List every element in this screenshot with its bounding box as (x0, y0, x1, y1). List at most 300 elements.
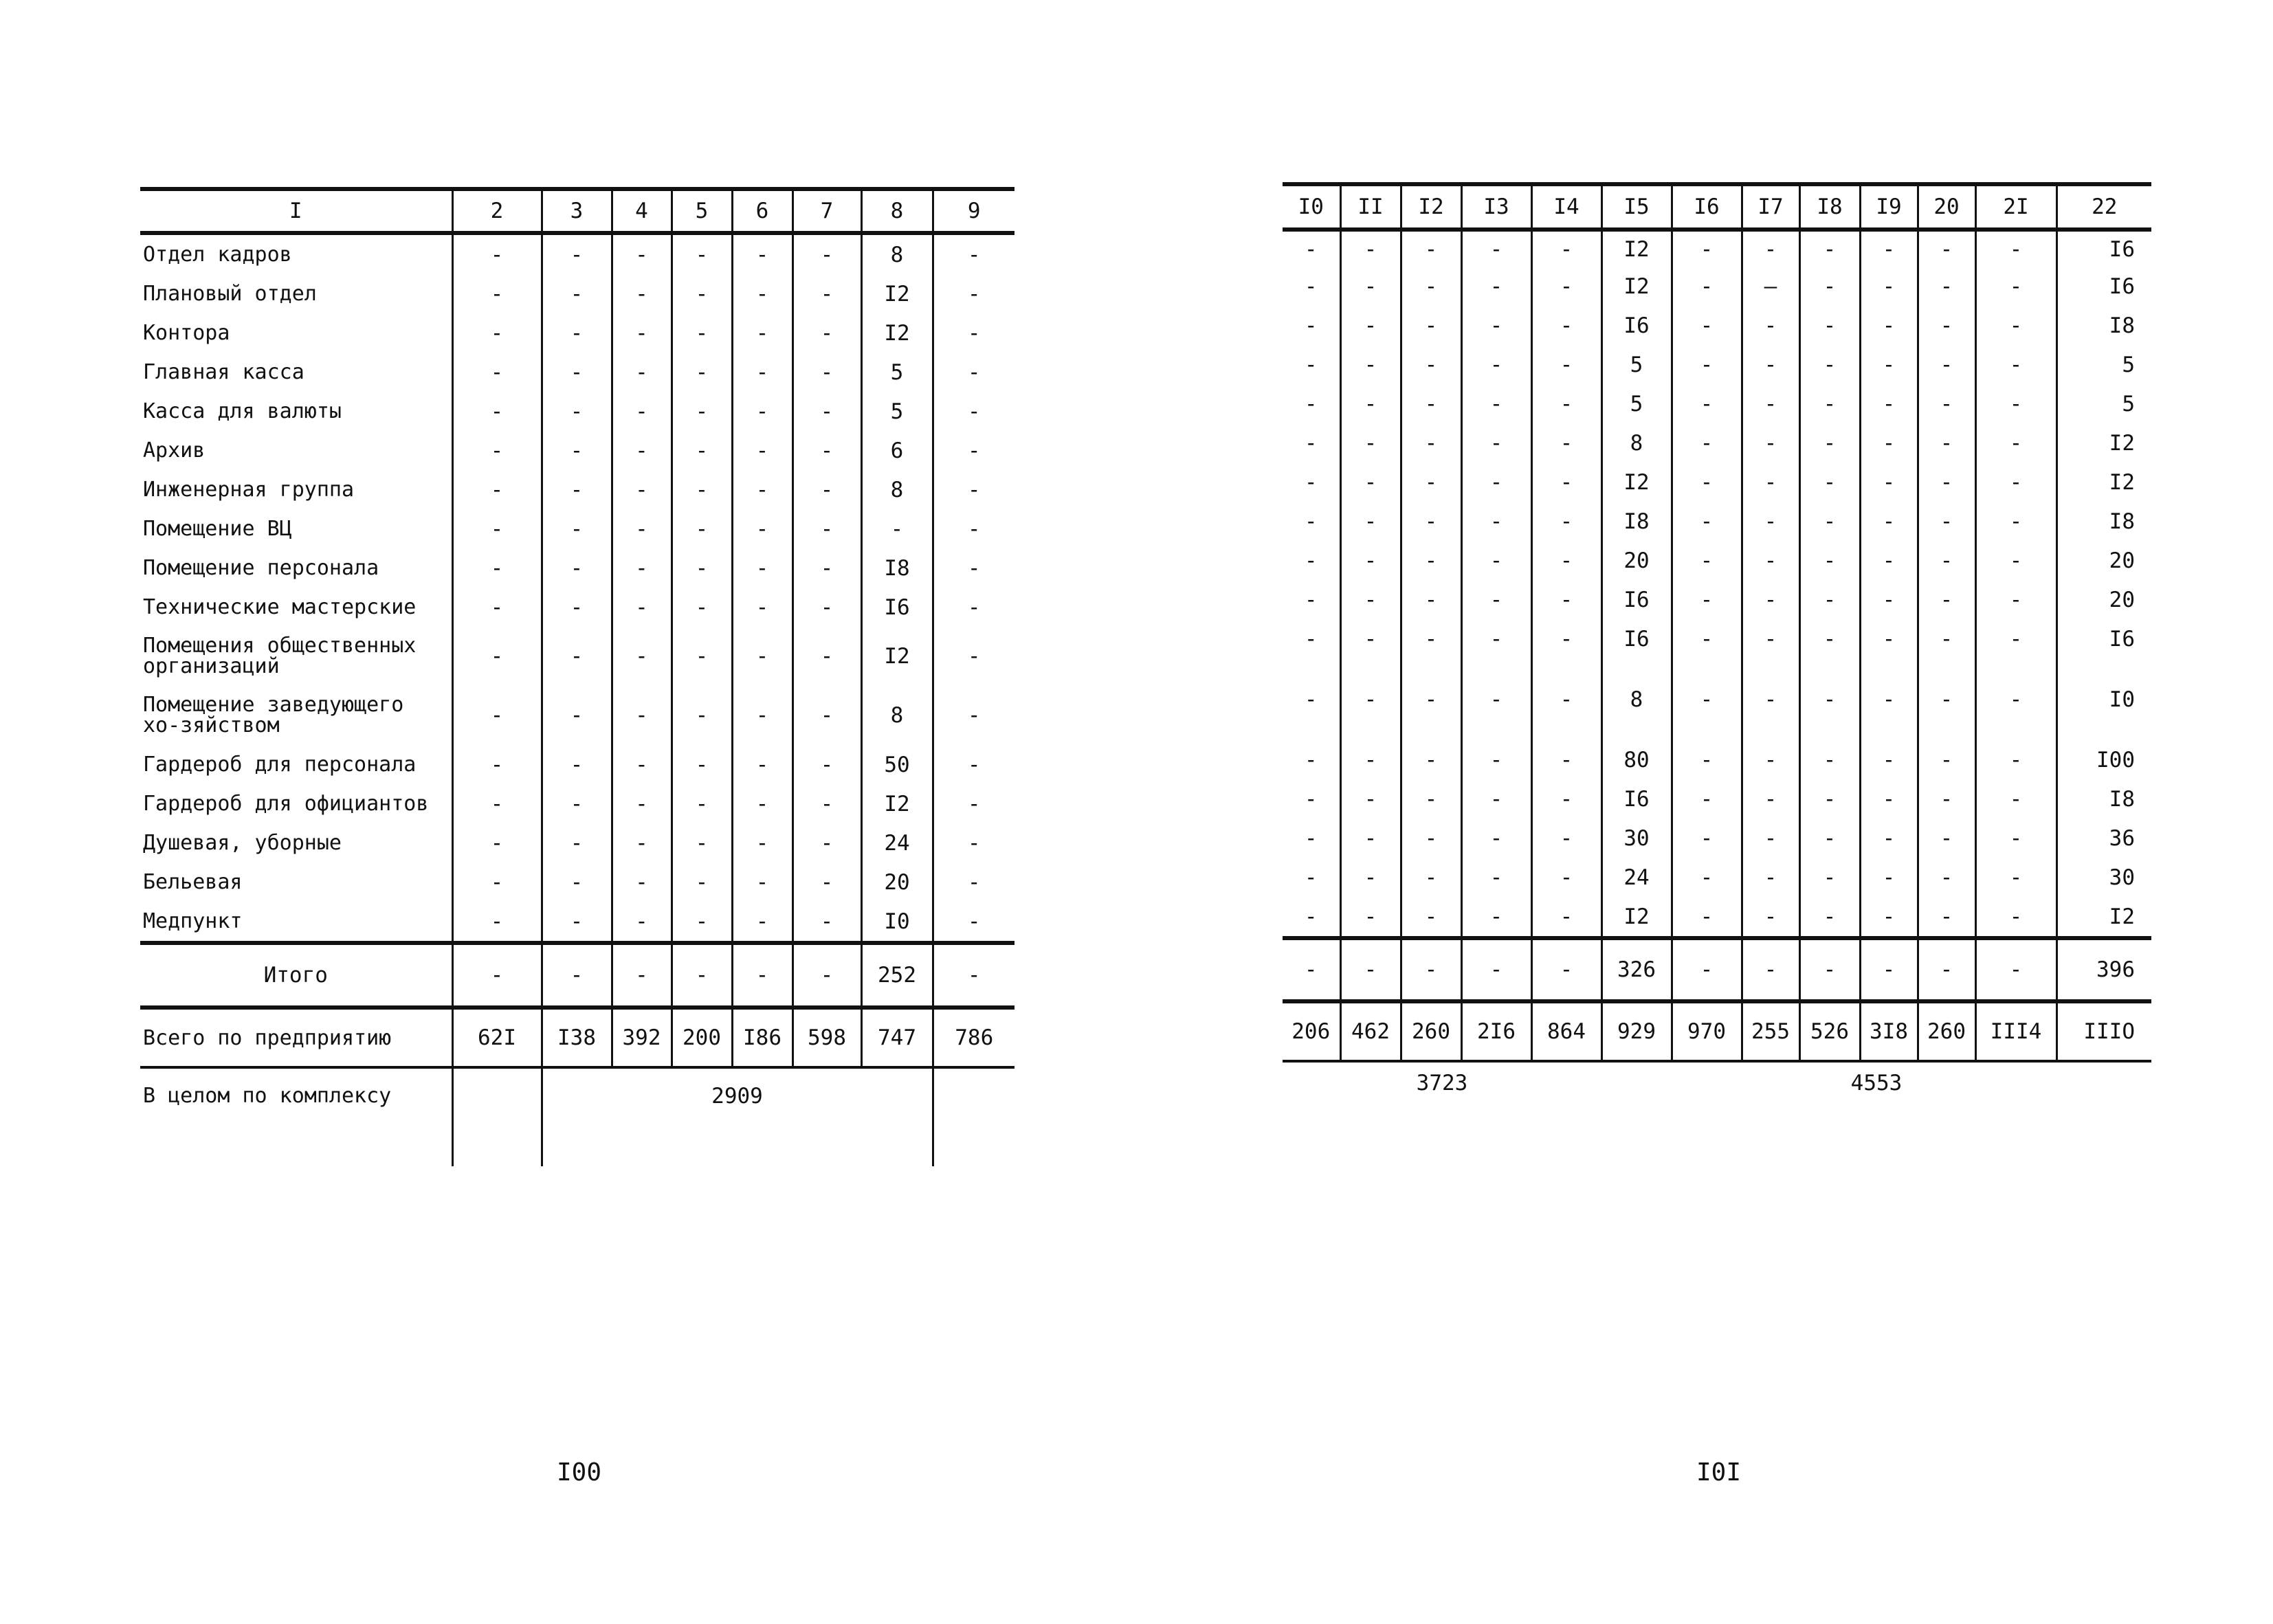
table-cell: - (1401, 621, 1461, 682)
total-cell: - (933, 943, 1014, 1008)
table-cell: - (1531, 543, 1601, 582)
row-label: Бельевая (143, 870, 243, 894)
total-cell: - (452, 943, 542, 1008)
table-cell: - (933, 470, 1014, 509)
table-cell: - (1975, 899, 2056, 938)
table-cell: - (933, 509, 1014, 548)
table-cell: - (792, 233, 861, 274)
table-cell: - (1918, 347, 1975, 386)
table-cell: - (732, 392, 792, 431)
table-cell: - (1461, 621, 1531, 682)
table-cell: 24 (861, 823, 933, 863)
table-row (140, 509, 1014, 548)
table-cell: 50 (861, 745, 933, 784)
table-row (140, 274, 1014, 313)
table-cell: - (933, 686, 1014, 745)
table-cell: - (542, 392, 612, 431)
table-cell: - (732, 431, 792, 470)
table-cell: I8 (2056, 308, 2151, 347)
row-label: Главная касса (143, 360, 304, 384)
table-cell: - (1304, 787, 1318, 812)
table-cell: - (1340, 465, 1401, 504)
table-cell: - (933, 431, 1014, 470)
table-cell: - (1401, 781, 1461, 821)
table-cell: - (672, 274, 732, 313)
table-cell: 5 (1601, 386, 1672, 425)
table-cell: - (1860, 582, 1918, 621)
row-label: Плановый отдел (143, 282, 317, 306)
table-cell: - (732, 274, 792, 313)
table-cell: - (1304, 687, 1318, 712)
table-cell: I2 (2056, 465, 2151, 504)
table-cell: - (1531, 269, 1601, 308)
table-cell: - (1918, 682, 1975, 742)
table-cell: I2 (1601, 465, 1672, 504)
table-cell: - (732, 686, 792, 745)
table-cell: I6 (2056, 230, 2151, 269)
table-row (1283, 582, 2151, 621)
table-row (1283, 821, 2151, 860)
table-cell: - (1975, 860, 2056, 899)
table-cell: - (1304, 274, 1318, 299)
table-cell: - (452, 353, 542, 392)
table-cell: - (1975, 230, 2056, 269)
table-row (1283, 504, 2151, 543)
table-cell: - (792, 431, 861, 470)
table-cell: - (1672, 269, 1742, 308)
table-cell: - (1975, 308, 2056, 347)
table-cell: - (542, 784, 612, 823)
table-cell: - (672, 784, 732, 823)
table-row (140, 823, 1014, 863)
table-cell: - (612, 627, 672, 686)
enterprise-cell: 462 (1340, 1001, 1401, 1061)
table-cell: - (1975, 425, 2056, 465)
table-cell: - (452, 548, 542, 588)
table-cell: - (1461, 860, 1531, 899)
table-cell: - (1918, 543, 1975, 582)
table-cell: - (612, 353, 672, 392)
row-label: Помещения общественных организаций (143, 634, 417, 678)
total-cell: 252 (861, 943, 933, 1008)
table-cell: - (1799, 465, 1860, 504)
table-cell: - (1531, 386, 1601, 425)
table-cell: - (1975, 543, 2056, 582)
table-cell: - (1742, 230, 1799, 269)
table-cell: I2 (861, 784, 933, 823)
table-cell: - (1304, 313, 1318, 338)
table-cell: - (1975, 621, 2056, 682)
table-cell: - (542, 274, 612, 313)
blank-cell (933, 1067, 1014, 1166)
table-cell: - (452, 509, 542, 548)
table-row (140, 431, 1014, 470)
table-row (140, 588, 1014, 627)
table-cell: I2 (861, 627, 933, 686)
complex-value: 3723 (1416, 1071, 1468, 1095)
table-cell: - (1672, 465, 1742, 504)
table-cell: - (1742, 860, 1799, 899)
enterprise-cell: 970 (1672, 1001, 1742, 1061)
table-cell: - (612, 863, 672, 902)
table-cell: I0 (861, 902, 933, 943)
table-cell: 5 (861, 392, 933, 431)
header-row (1283, 184, 2151, 230)
table-row (1283, 347, 2151, 386)
table-cell: - (732, 470, 792, 509)
table-cell: I2 (861, 274, 933, 313)
table-cell: - (933, 902, 1014, 943)
table-cell: 6 (861, 431, 933, 470)
table-cell: - (1799, 504, 1860, 543)
table-row (1283, 781, 2151, 821)
table-cell: - (1672, 821, 1742, 860)
table-cell: - (1401, 465, 1461, 504)
table-cell: - (933, 274, 1014, 313)
table-cell: - (1304, 353, 1318, 377)
table-row (1283, 230, 2151, 269)
table-cell: - (452, 686, 542, 745)
table-cell: 30 (2056, 860, 2151, 899)
table-cell: - (1401, 230, 1461, 269)
table-cell: - (1975, 465, 2056, 504)
row-label: Душевая, уборные (143, 831, 342, 855)
table-cell: - (1918, 582, 1975, 621)
table-cell: - (861, 509, 933, 548)
table-cell: I6 (2056, 269, 2151, 308)
total-cell: - (1531, 938, 1601, 1001)
column-header: I7 (1742, 184, 1799, 230)
table-cell: I6 (2056, 621, 2151, 682)
table-cell: - (672, 313, 732, 353)
table-cell: - (1401, 582, 1461, 621)
table-cell: - (1340, 899, 1401, 938)
total-row (140, 943, 1014, 1008)
table-cell: - (1531, 682, 1601, 742)
table-cell: - (1531, 742, 1601, 781)
table-cell: - (1531, 465, 1601, 504)
column-header: 6 (732, 189, 792, 233)
column-header: 5 (672, 189, 732, 233)
column-header: 20 (1918, 184, 1975, 230)
table-cell: - (612, 431, 672, 470)
table-cell: - (1799, 860, 1860, 899)
table-cell: - (1672, 682, 1742, 742)
table-cell: - (792, 823, 861, 863)
table-row (140, 313, 1014, 353)
table-cell: I2 (1601, 899, 1672, 938)
total-cell: - (1975, 938, 2056, 1001)
table-cell: - (1461, 425, 1531, 465)
table-cell: - (1401, 347, 1461, 386)
row-label: Медпункт (143, 909, 243, 933)
table-cell: - (1461, 465, 1531, 504)
total-cell: - (1860, 938, 1918, 1001)
table-cell: - (732, 627, 792, 686)
table-cell: - (933, 745, 1014, 784)
table-cell: - (1975, 347, 2056, 386)
total-cell: - (672, 943, 732, 1008)
total-cell: - (1461, 938, 1531, 1001)
table-cell: - (1799, 425, 1860, 465)
row-label: Помещение заведующего хо-зяйством (143, 693, 404, 737)
table-cell: I2 (2056, 899, 2151, 938)
row-label: Контора (143, 321, 230, 345)
table-cell: - (1918, 899, 1975, 938)
enterprise-cell: III4 (1975, 1001, 2056, 1061)
table-cell: I2 (861, 313, 933, 353)
table-cell: - (1742, 347, 1799, 386)
table-cell: - (1340, 821, 1401, 860)
table-cell: - (672, 627, 732, 686)
table-cell: - (792, 470, 861, 509)
table-cell: - (452, 863, 542, 902)
table-row (140, 784, 1014, 823)
table-cell: - (1799, 543, 1860, 582)
table-cell: - (542, 588, 612, 627)
table-cell: - (542, 353, 612, 392)
table-cell: - (672, 686, 732, 745)
column-header: 22 (2056, 184, 2151, 230)
table-cell: - (1672, 425, 1742, 465)
table-cell: - (542, 509, 612, 548)
table-cell: - (672, 470, 732, 509)
table-cell: - (1975, 582, 2056, 621)
table-cell: - (672, 509, 732, 548)
enterprise-cell: 526 (1799, 1001, 1860, 1061)
table-cell: - (1860, 682, 1918, 742)
column-header: 4 (612, 189, 672, 233)
table-cell: - (792, 784, 861, 823)
table-cell: - (1918, 621, 1975, 682)
table-cell: - (1340, 308, 1401, 347)
table-cell: I00 (2056, 742, 2151, 781)
row-label: Технические мастерские (143, 595, 417, 619)
table-cell: - (1918, 821, 1975, 860)
table-cell: - (612, 392, 672, 431)
enterprise-row (140, 1008, 1014, 1067)
total-row (1283, 938, 2151, 1001)
table-cell: - (1799, 230, 1860, 269)
table-cell: - (612, 548, 672, 588)
table-cell: - (1860, 621, 1918, 682)
table-cell: - (452, 313, 542, 353)
table-cell: - (732, 313, 792, 353)
table-cell: - (933, 313, 1014, 353)
table-cell: - (1918, 504, 1975, 543)
row-label: Гардероб для персонала (143, 753, 417, 777)
table-cell: - (1672, 308, 1742, 347)
table-cell: 20 (2056, 543, 2151, 582)
table-cell: - (933, 588, 1014, 627)
table-cell: - (452, 392, 542, 431)
table-cell: - (1461, 269, 1531, 308)
table-cell: - (1975, 386, 2056, 425)
table-cell: - (1340, 543, 1401, 582)
table-cell: 5 (2056, 347, 2151, 386)
total-cell: - (1672, 938, 1742, 1001)
table-cell: - (1860, 504, 1918, 543)
column-header: I6 (1672, 184, 1742, 230)
table-cell: - (1304, 588, 1318, 612)
table-cell: - (1918, 860, 1975, 899)
table-cell: - (792, 686, 861, 745)
total-cell: - (1799, 938, 1860, 1001)
table-cell: - (612, 902, 672, 943)
page-number-left: I00 (557, 1458, 602, 1487)
table-cell: - (792, 745, 861, 784)
table-cell: - (1742, 386, 1799, 425)
table-cell: - (732, 902, 792, 943)
table-row (140, 627, 1014, 686)
table-cell: - (1401, 269, 1461, 308)
table-cell: - (1531, 621, 1601, 682)
table-cell: - (1672, 504, 1742, 543)
table-cell: - (1918, 465, 1975, 504)
table-cell: - (672, 588, 732, 627)
table-cell: - (1918, 781, 1975, 821)
complex-value: 2909 (542, 1067, 933, 1166)
table-cell: - (542, 863, 612, 902)
table-row (1283, 269, 2151, 308)
table-cell: - (1304, 392, 1318, 416)
table-cell: - (1340, 269, 1401, 308)
table-cell: - (1461, 899, 1531, 938)
table-cell: — (1742, 269, 1799, 308)
table-row (140, 902, 1014, 943)
row-label: Помещение персонала (143, 556, 379, 580)
table-cell: - (1742, 504, 1799, 543)
enterprise-cell: 62I (452, 1008, 542, 1067)
table-cell: - (792, 902, 861, 943)
total-cell: - (1742, 938, 1799, 1001)
column-header: 2 (452, 189, 542, 233)
table-cell: - (792, 392, 861, 431)
table-cell: - (933, 392, 1014, 431)
enterprise-row (1283, 1001, 2151, 1061)
column-header: 7 (792, 189, 861, 233)
right-table (1283, 182, 2151, 1104)
table-cell: - (1672, 543, 1742, 582)
table-cell: - (1742, 465, 1799, 504)
table-cell: - (1304, 865, 1318, 890)
table-cell: - (732, 745, 792, 784)
table-cell: - (1531, 425, 1601, 465)
table-cell: 5 (861, 353, 933, 392)
column-header: 9 (933, 189, 1014, 233)
table-cell: - (1918, 386, 1975, 425)
table-cell: - (452, 588, 542, 627)
table-cell: - (1742, 682, 1799, 742)
table-cell: - (1531, 504, 1601, 543)
table-cell: - (1531, 899, 1601, 938)
table-cell: 36 (2056, 821, 2151, 860)
table-cell: - (1401, 860, 1461, 899)
total-cell: - (1283, 938, 1340, 1001)
table-cell: - (792, 588, 861, 627)
table-cell: - (1461, 504, 1531, 543)
table-cell: - (1799, 682, 1860, 742)
table-cell: I6 (1601, 582, 1672, 621)
table-row (1283, 899, 2151, 938)
table-cell: - (792, 548, 861, 588)
table-cell: - (1401, 821, 1461, 860)
enterprise-cell: 598 (792, 1008, 861, 1067)
table-cell: 8 (861, 470, 933, 509)
table-cell: - (1340, 742, 1401, 781)
table-cell: - (732, 353, 792, 392)
table-cell: - (1975, 682, 2056, 742)
table-cell: - (1799, 269, 1860, 308)
enterprise-cell: 206 (1283, 1001, 1340, 1061)
table-cell: - (1672, 899, 1742, 938)
table-cell: I6 (1601, 781, 1672, 821)
table-cell: - (1860, 781, 1918, 821)
table-cell: - (1672, 781, 1742, 821)
table-cell: - (452, 274, 542, 313)
table-cell: - (672, 233, 732, 274)
table-cell: - (1401, 899, 1461, 938)
table-cell: - (1918, 269, 1975, 308)
table-cell: - (1461, 781, 1531, 821)
table-cell: - (1799, 347, 1860, 386)
table-cell: I6 (1601, 308, 1672, 347)
table-cell: - (1304, 431, 1318, 456)
table-cell: - (612, 745, 672, 784)
table-cell: - (1461, 682, 1531, 742)
column-header: I9 (1860, 184, 1918, 230)
table-cell: - (933, 353, 1014, 392)
table-cell: - (933, 784, 1014, 823)
table-cell: - (1799, 308, 1860, 347)
table-cell: - (792, 313, 861, 353)
table-cell: - (612, 274, 672, 313)
table-cell: - (672, 902, 732, 943)
table-cell: - (1340, 425, 1401, 465)
table-row (140, 863, 1014, 902)
table-cell: - (1531, 308, 1601, 347)
table-cell: - (542, 313, 612, 353)
table-cell: - (542, 902, 612, 943)
total-label: Итого (140, 943, 452, 1008)
table-cell: - (1918, 230, 1975, 269)
table-row (1283, 682, 2151, 742)
table-cell: - (792, 353, 861, 392)
table-cell: - (1531, 347, 1601, 386)
table-cell: - (1304, 509, 1318, 534)
column-header: 8 (861, 189, 933, 233)
column-header: I3 (1461, 184, 1531, 230)
row-label: Отдел кадров (143, 243, 292, 267)
table-cell: - (1672, 742, 1742, 781)
table-cell: I8 (1601, 504, 1672, 543)
table-cell: - (1401, 425, 1461, 465)
table-cell: 24 (1601, 860, 1672, 899)
table-cell: - (1461, 347, 1531, 386)
total-cell: - (732, 943, 792, 1008)
table-cell: - (1461, 582, 1531, 621)
table-cell: - (1799, 621, 1860, 682)
table-cell: - (542, 627, 612, 686)
table-row (140, 686, 1014, 745)
table-cell: - (1461, 543, 1531, 582)
table-cell: - (612, 823, 672, 863)
table-cell: - (612, 509, 672, 548)
table-cell: - (1304, 748, 1318, 772)
table-cell: I2 (2056, 425, 2151, 465)
table-cell: - (1742, 742, 1799, 781)
column-header: I0 (1283, 184, 1340, 230)
